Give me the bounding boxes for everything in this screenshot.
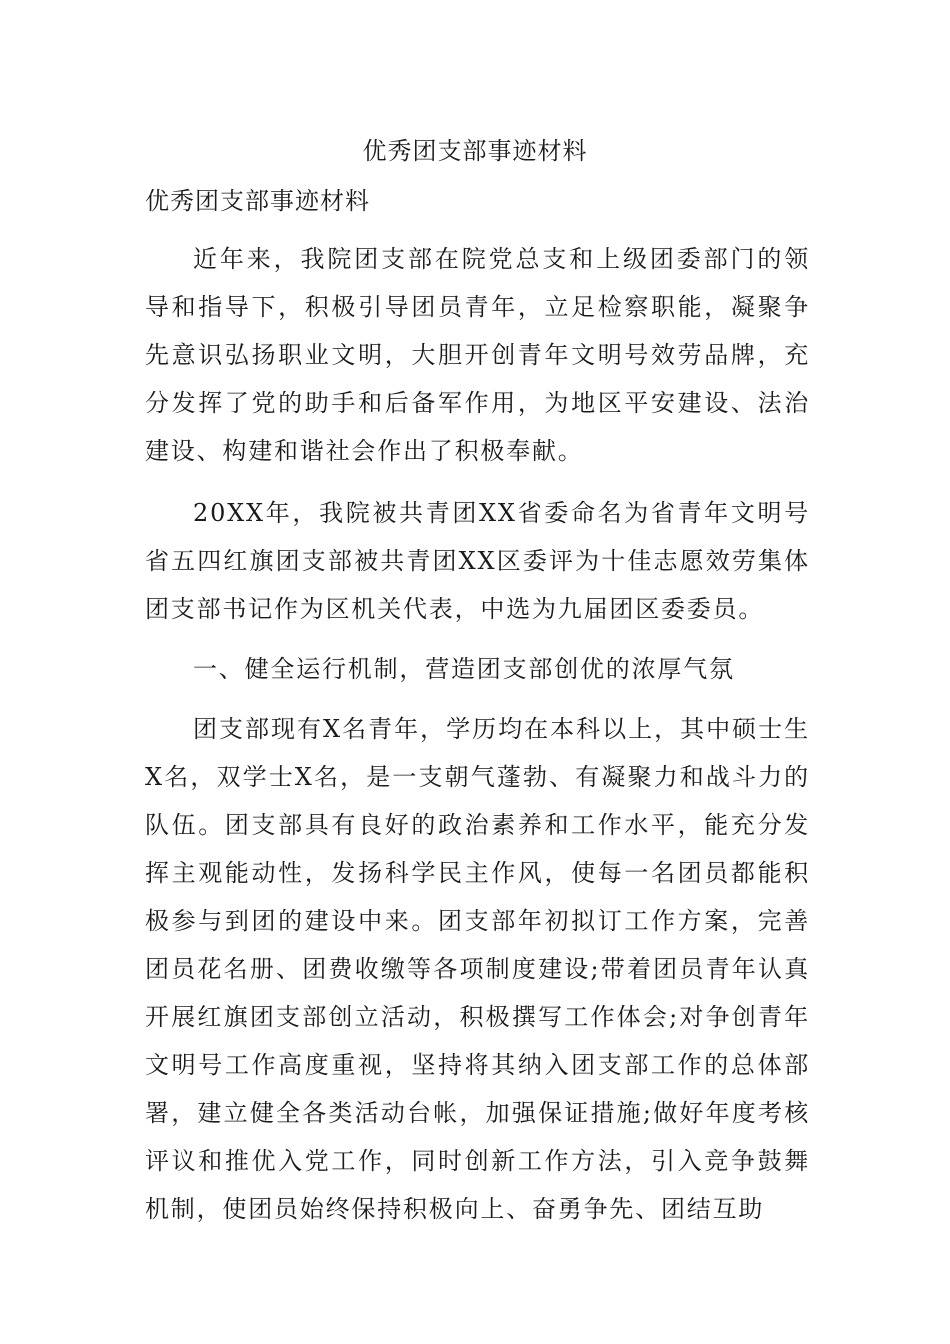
paragraph-section-body: 团支部现有X名青年，学历均在本科以上，其中硕士生X名，双学士X名，是一支朝气蓬勃、有凝聚力和战斗力的队伍。团支部具有良好的政治素养和工作水平，能充分发挥主观能动性，发扬科学民主作风，使每一名团员都能积极参与到团的建设中来。团支部年初拟订工作方案，完善团员花名册、团费收缴等各项制度建设;带着团员青年认真开展红旗团支部创立活动，积极撰写工作体会;对争创青年文明号工作高度重视，坚持将其纳入团支部工作的总体部署，建立健全各类活动台帐，加强保证措施;做好年度考核评议和推优入党工作，同时创新工作方法，引入竞争鼓舞机制，使团员始终保持积极向上、奋勇争先、团结互助 bbox=[145, 715, 810, 1223]
paragraph-honors: 20XX年，我院被共青团XX省委命名为省青年文明号省五四红旗团支部被共青团XX区委评为十佳志愿效劳集体团支部书记作为区机关代表，中选为九届团区委委员。 bbox=[145, 499, 810, 623]
document-title: 优秀团支部事迹材料 bbox=[362, 137, 588, 165]
paragraph-intro: 近年来，我院团支部在院党总支和上级团委部门的领导和指导下，积极引导团员青年，立足检察职能，凝聚争先意识弘扬职业文明，大胆开创青年文明号效劳品牌，充分发挥了党的助手和后备军作用，为地区平安建设、法治建设、构建和谐社会作出了积极奉献。 bbox=[145, 245, 810, 465]
document-subtitle: 优秀团支部事迹材料 bbox=[145, 187, 370, 215]
section-heading: 一、健全运行机制，营造团支部创优的浓厚气氛 bbox=[193, 655, 735, 683]
document-body bbox=[145, 181, 810, 1247]
